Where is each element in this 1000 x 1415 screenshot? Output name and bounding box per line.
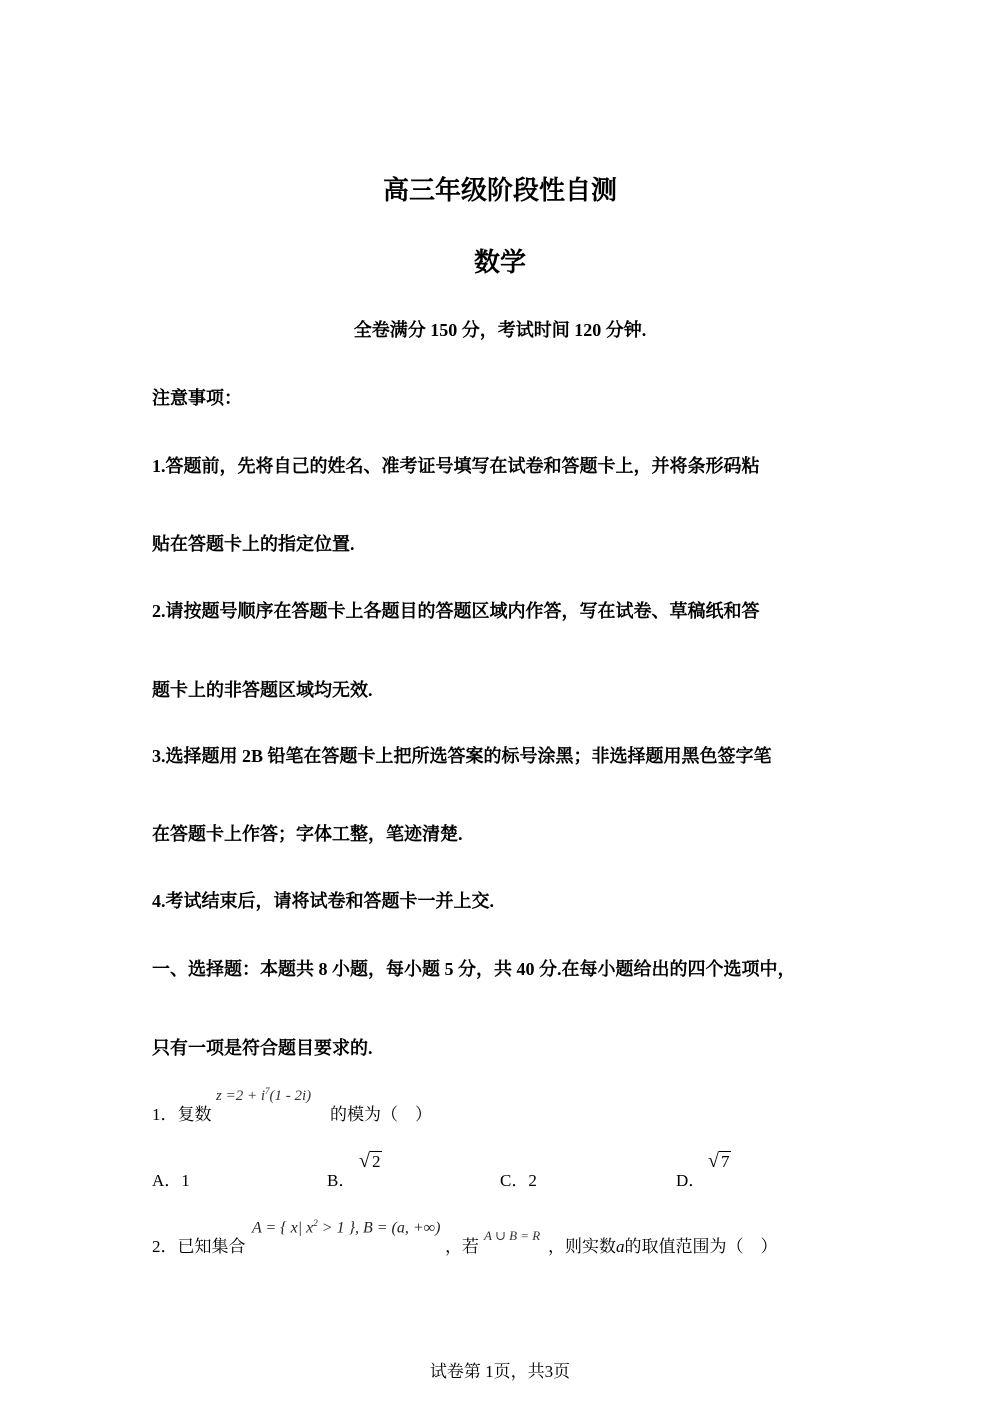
question-1-formula	[216, 1086, 311, 1105]
question-1-option-d-label: D．	[676, 1171, 706, 1190]
sqrt-symbol-icon: √	[708, 1150, 719, 1172]
question-2-set-definition	[252, 1218, 440, 1237]
question-1-prefix: 1．复数	[152, 1105, 212, 1124]
question-1-formula-a: z =2 + i	[216, 1088, 265, 1104]
question-2-union: A ∪ B = R	[484, 1228, 541, 1243]
question-1-option-c: C．2	[500, 1171, 537, 1190]
question-2-set-b: , B = (a, +∞)	[354, 1219, 441, 1237]
notice-item-3-line1: 3.选择题用 2B 铅笔在答题卡上把所选答案的标号涂黑；非选择题用黑色签字笔	[152, 746, 772, 766]
notice-item-2-line1: 2.请按题号顺序在答题卡上各题目的答题区域内作答，写在试卷、草稿纸和答	[152, 601, 760, 621]
question-2-suffix-a: ，则实数	[548, 1237, 616, 1256]
notice-item-1-line2: 贴在答题卡上的指定位置.	[152, 534, 355, 554]
question-1-formula-b: (1 - 2i)	[269, 1088, 312, 1104]
question-1-option-a: A．1	[152, 1171, 190, 1190]
question-1-option-b-label: B．	[327, 1171, 356, 1190]
question-1-suffix: 的模为（ ）	[330, 1105, 432, 1124]
question-2-suffix	[548, 1232, 778, 1257]
subject-title: 数学	[473, 248, 526, 277]
question-1-option-d-value	[708, 1150, 731, 1173]
question-2-prefix: 2．已知集合	[152, 1237, 246, 1256]
question-2-suffix-b: 的取值范围为（ ）	[624, 1237, 778, 1256]
notice-item-1-line1: 1.答题前，先将自己的姓名、准考证号填写在试卷和答题卡上，并将条形码粘	[152, 456, 760, 476]
sqrt-radicand: 7	[720, 1152, 730, 1171]
document-title: 高三年级阶段性自测	[382, 176, 617, 205]
page-footer: 试卷第 1页，共3页	[429, 1362, 571, 1381]
section-1-heading-line1: 一、选择题：本题共 8 小题，每小题 5 分，共 40 分.在每小题给出的四个选项中，	[152, 959, 796, 979]
question-2-set-a: A = { x| x	[252, 1219, 314, 1237]
question-2-set-a-end: > 1 }	[317, 1219, 355, 1237]
notice-item-4: 4.考试结束后，请将试卷和答题卡一并上交.	[152, 891, 494, 911]
question-1-formula-exponent: 7	[265, 1086, 270, 1096]
notice-item-2-line2: 题卡上的非答题区域均无效.	[152, 680, 373, 700]
notice-heading: 注意事项：	[152, 388, 242, 408]
question-2-set-a-exponent: 2	[313, 1218, 318, 1228]
sqrt-radicand: 2	[371, 1152, 381, 1171]
score-time-note: 全卷满分 150 分，考试时间 120 分钟.	[353, 320, 647, 340]
question-2-middle: ，若	[445, 1237, 479, 1256]
sqrt-symbol-icon: √	[359, 1150, 370, 1172]
section-1-heading-line2: 只有一项是符合题目要求的.	[152, 1038, 373, 1058]
question-1-option-b-value	[359, 1150, 382, 1173]
notice-item-3-line2: 在答题卡上作答；字体工整，笔迹清楚.	[152, 824, 463, 844]
question-2-variable: a	[616, 1237, 625, 1256]
